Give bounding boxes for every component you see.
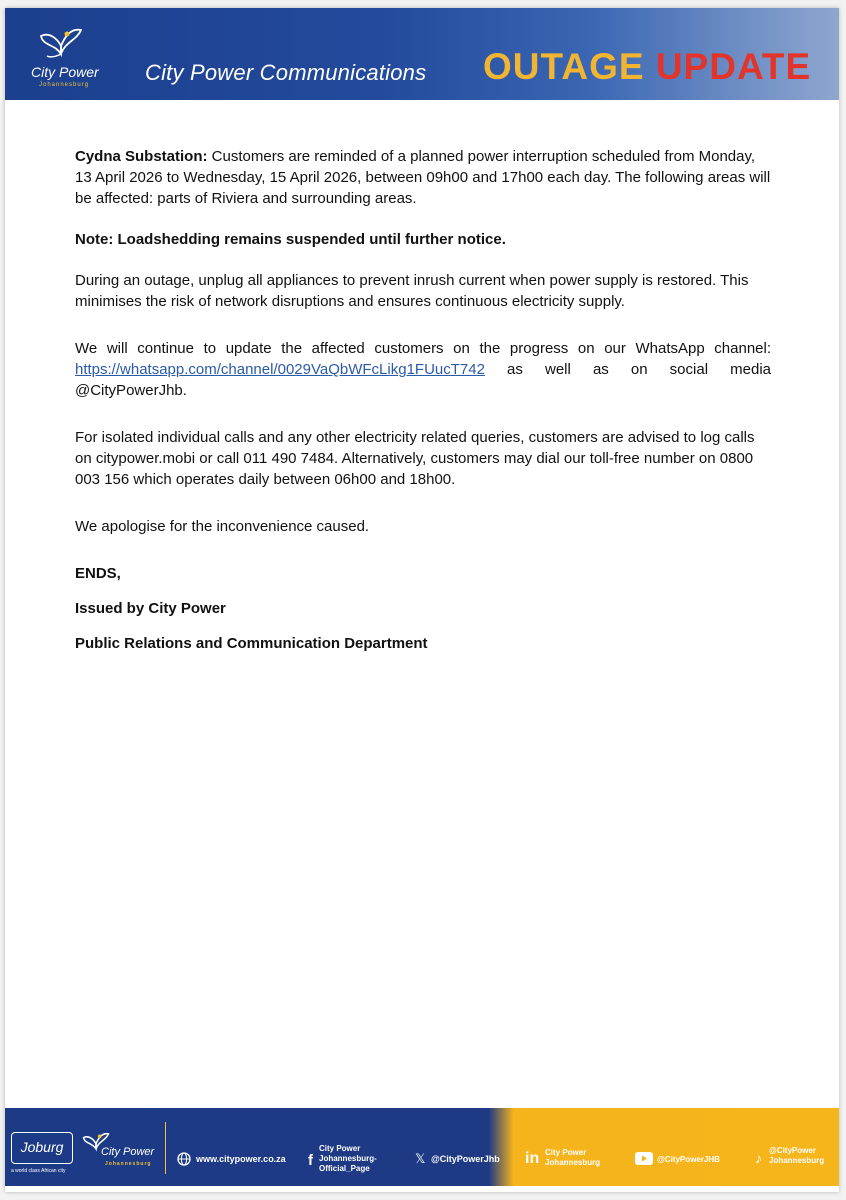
joburg-logo: Joburg — [11, 1132, 73, 1164]
apology-paragraph: We apologise for the inconvenience caused. — [75, 518, 370, 535]
joburg-tagline: a world class African city — [11, 1168, 66, 1174]
loadshedding-note: Note: Loadshedding remains suspended until further notice. — [75, 231, 506, 248]
department-name: Public Relations and Communication Department — [75, 635, 428, 652]
facebook-icon: f — [308, 1152, 313, 1169]
x-twitter-icon: 𝕏 — [415, 1151, 426, 1166]
linkedin-link[interactable]: City Power Johannesburg — [545, 1148, 601, 1167]
footer-logo-name: City Power — [101, 1146, 155, 1158]
whatsapp-channel-link[interactable]: https://whatsapp.com/channel/0029VaQbWFcLikg1FUucT742 — [75, 361, 485, 378]
whatsapp-text-after: as well as on social media @CityPowerJhb. — [75, 361, 771, 399]
linkedin-icon: in — [525, 1150, 540, 1167]
unplug-advice-paragraph: During an outage, unplug all appliances to prevent inrush current when power supply is restored. This minimises the risk of network disruptions and ensures continuous electricity supply. — [75, 272, 749, 310]
outage-word: OUTAGE — [483, 46, 645, 87]
contact-paragraph: For isolated individual calls and any other electricity related queries, customers are advised to log calls on citypower.mobi or call 011 490 7484. Alternatively, customers may dial our toll-free number on 0800 003 156 which operates daily between 06h00 and 18h00. — [75, 429, 755, 488]
globe-icon — [177, 1152, 191, 1166]
tiktok-link[interactable]: @CityPower Johannesburg — [769, 1146, 825, 1165]
website-link[interactable]: www.citypower.co.za — [196, 1154, 286, 1164]
logo-name: City Power — [31, 64, 99, 80]
youtube-link[interactable]: @CityPowerJHB — [657, 1155, 720, 1164]
substation-label: Cydna Substation: — [75, 148, 208, 165]
whatsapp-paragraph — [75, 338, 771, 401]
x-handle-link[interactable]: @CityPowerJhb — [431, 1154, 500, 1164]
footer-banner — [5, 1108, 839, 1186]
footer-logo-subtitle: Johannesburg — [105, 1161, 152, 1167]
youtube-icon — [635, 1152, 653, 1165]
header-banner — [5, 8, 839, 100]
logo-subtitle: Johannesburg — [39, 82, 90, 88]
facebook-page-link[interactable]: City Power Johannesburg-Official_Page — [319, 1144, 377, 1173]
document-page — [5, 8, 839, 1192]
communications-title: City Power Communications — [145, 60, 427, 85]
issued-by: Issued by City Power — [75, 600, 226, 617]
substation-paragraph — [75, 146, 771, 209]
city-power-butterfly-icon — [37, 24, 85, 62]
notice-body — [75, 146, 771, 654]
whatsapp-text-before: We will continue to update the affected customers on the progress on our WhatsApp channel: — [75, 340, 771, 357]
update-word: UPDATE — [655, 46, 812, 87]
substation-text: Customers are reminded of a planned power interruption scheduled from Monday, 13 April 2026 to Wednesday, 15 April 2026, between 09h00 and 17h00 each day. The following areas will be affected: parts of Riviera and surrounding areas. — [75, 148, 771, 207]
footer-divider — [165, 1122, 166, 1174]
city-power-logo — [17, 24, 122, 94]
tiktok-icon: ♪ — [755, 1150, 762, 1166]
outage-update-title — [483, 46, 811, 88]
ends-label: ENDS, — [75, 565, 121, 582]
